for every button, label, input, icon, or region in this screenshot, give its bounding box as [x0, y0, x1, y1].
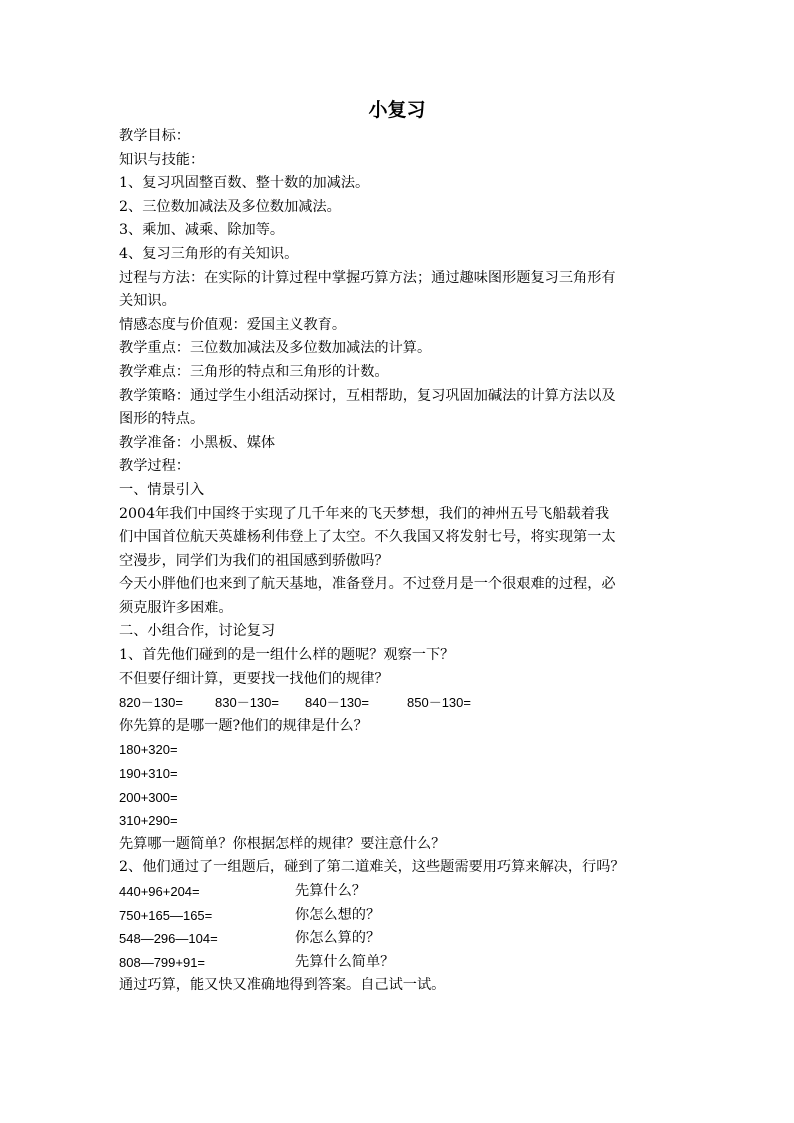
equation-question-row [119, 951, 679, 975]
text-line: 先算哪一题简单？你根据怎样的规律？要注意什么？ [119, 835, 446, 852]
equation-row [119, 691, 679, 715]
process-paragraph [119, 267, 679, 314]
text-line: 3、乘加、减乘、除加等。 [119, 222, 285, 239]
equation: 840－130= [305, 695, 369, 711]
equation: 310+290= [119, 813, 178, 829]
section-heading: 二、小组合作，讨论复习 [119, 623, 276, 640]
document-body [119, 125, 679, 998]
question-text: 你怎么想的？ [295, 906, 381, 923]
text-line: 教学准备：小黑板、媒体 [119, 434, 276, 451]
text-line: 过程与方法：在实际的计算过程中掌握巧算方法；通过趣味图形题复习三角形有 [119, 269, 616, 286]
equation: 180+320= [119, 742, 178, 758]
text-line: 教学重点：三位数加减法及多位数加减法的计算。 [119, 340, 432, 357]
equation: 190+310= [119, 766, 178, 782]
equation: 548—296—104= [119, 931, 218, 947]
text-line: 关知识。 [119, 293, 176, 310]
text-line: 教学策略：通过学生小组活动探讨，互相帮助，复习巩固加碱法的计算方法以及 [119, 387, 616, 404]
text-line: 们中国首位航天英雄杨利伟登上了太空。不久我国又将发射七号，将实现第一太 [119, 529, 616, 546]
question-text: 先算什么简单？ [295, 953, 395, 970]
text-line: 4、复习三角形的有关知识。 [119, 245, 299, 262]
text-line: 不但要仔细计算，更要找一找他们的规律？ [119, 670, 389, 687]
text-line: 图形的特点。 [119, 411, 205, 428]
text-line: 教学目标： [119, 128, 190, 144]
equation: 850－130= [407, 695, 471, 711]
text-line: 1、复习巩固整百数、整十数的加减法。 [119, 175, 370, 192]
question-text: 先算什么？ [295, 883, 366, 899]
text-line: 知识与技能： [119, 151, 205, 168]
intro-paragraph-1 [119, 503, 679, 574]
text-line: 教学难点：三角形的特点和三角形的计数。 [119, 363, 389, 380]
text-line: 你先算的是哪一题?他们的规律是什么？ [119, 717, 368, 734]
section-heading: 一、情景引入 [119, 481, 205, 498]
equation-question-row [119, 904, 679, 928]
text-line: 情感态度与价值观：爱国主义教育。 [119, 316, 347, 333]
text-line: 2、他们通过了一组题后，碰到了第二道难关，这些题需要用巧算来解决，行吗？ [119, 859, 625, 876]
text-line: 通过巧算，能又快又准确地得到答案。自己试一试。 [119, 977, 446, 994]
equation: 808—799+91= [119, 954, 206, 970]
equation: 200+300= [119, 789, 178, 805]
text-line: 教学过程： [119, 458, 190, 475]
strategy-paragraph [119, 385, 679, 432]
equation: 830－130= [215, 695, 279, 711]
equation: 750+165—165= [119, 907, 213, 923]
equation-question-row [119, 880, 679, 904]
equation: 440+96+204= [119, 884, 200, 899]
intro-paragraph-2 [119, 573, 679, 620]
equation-question-row [119, 927, 679, 951]
text-line: 空漫步，同学们为我们的祖国感到骄傲吗？ [119, 552, 389, 569]
text-line: 2004年我们中国终于实现了几千年来的飞天梦想，我们的神州五号飞船载着我 [119, 505, 610, 522]
equation: 820－130= [119, 695, 183, 711]
text-line: 今天小胖他们也来到了航天基地，准备登月。不过登月是一个很艰难的过程，必 [119, 576, 616, 593]
text-line: 2、三位数加减法及多位数加减法。 [119, 198, 341, 215]
question-text: 你怎么算的？ [295, 930, 381, 947]
document-title: 小复习 [368, 99, 426, 121]
text-line: 须克服许多困难。 [119, 599, 233, 616]
text-line: 1、首先他们碰到的是一组什么样的题呢？观察一下？ [119, 647, 455, 664]
